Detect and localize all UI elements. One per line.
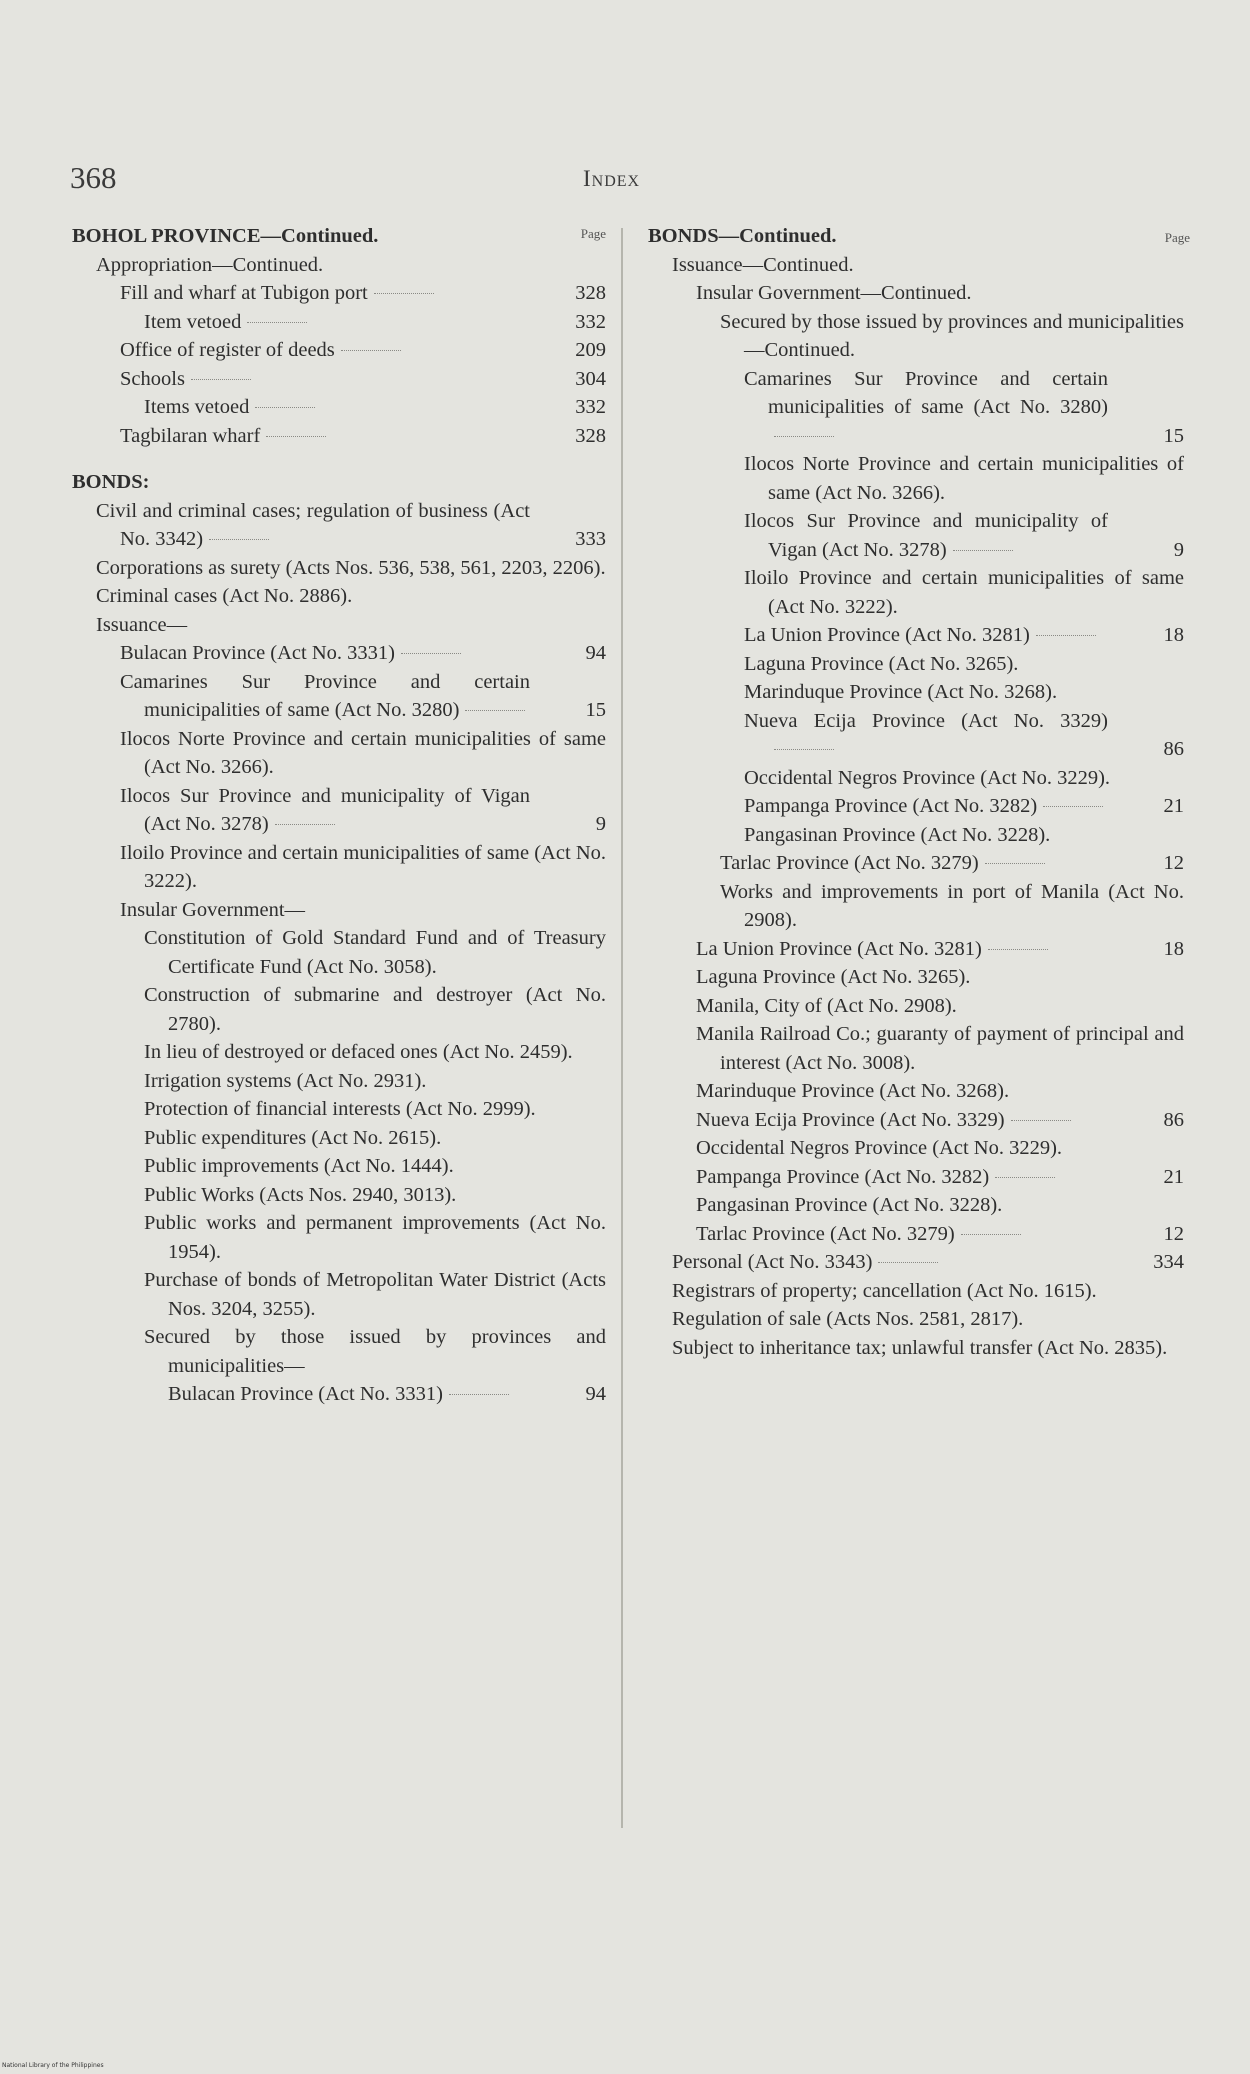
index-entry	[648, 564, 1184, 621]
entry-text: Purchase of bonds of Metropolitan Water District (Acts Nos. 3204, 3255).	[144, 1269, 606, 1320]
entry-text: Schools	[120, 367, 185, 390]
entry-text: Constitution of Gold Standard Fund and of Treasury Certificate Fund (Act No. 3058).	[144, 927, 606, 978]
index-entry	[648, 1277, 1184, 1306]
entry-text: Bulacan Province (Act No. 3331)	[168, 1383, 443, 1405]
index-entry	[72, 981, 606, 1038]
page-reference: 94	[585, 1383, 606, 1405]
entry-text: Occidental Negros Province (Act No. 3229).	[696, 1137, 1063, 1159]
dot-leader	[374, 292, 434, 294]
index-entry	[648, 450, 1184, 507]
page-reference: 21	[1163, 795, 1184, 817]
index-entry	[648, 1334, 1184, 1363]
page-reference: 18	[1163, 624, 1184, 646]
index-entry	[72, 365, 606, 394]
right-entries	[648, 222, 1184, 1362]
entry-text: Pampanga Province (Act No. 3282)	[744, 795, 1038, 817]
entry-text: Secured by those issued by provinces and municipalities—	[144, 1326, 606, 1377]
dot-leader	[275, 823, 335, 825]
entry-text: Public Works (Acts Nos. 2940, 3013).	[144, 1183, 457, 1206]
entry-text: Protection of financial interests (Act No. 2999).	[144, 1098, 536, 1120]
index-entry	[72, 1152, 606, 1181]
index-entry	[648, 279, 1184, 308]
index-entry	[72, 896, 606, 925]
dot-leader	[988, 948, 1048, 950]
entry-text: Laguna Province (Act No. 3265).	[744, 652, 1019, 675]
entry-text: Tagbilaran wharf	[120, 424, 261, 447]
index-entry	[648, 792, 1184, 821]
page-reference: 209	[575, 339, 606, 361]
index-entry	[72, 1124, 606, 1153]
page-reference: 12	[1163, 852, 1184, 874]
index-entry	[648, 1163, 1184, 1192]
index-entry	[648, 251, 1184, 280]
index-entry	[72, 582, 606, 611]
footer-note: National Library of the Philippines	[2, 2062, 104, 2069]
index-entry	[648, 764, 1184, 793]
index-entry	[72, 839, 606, 896]
entry-text: Iloilo Province and certain municipalities of same (Act No. 3222).	[744, 567, 1184, 618]
index-entry	[72, 554, 606, 583]
left-index-column	[72, 222, 606, 1409]
entry-text: Public works and permanent improvements (Act No. 1954).	[144, 1212, 606, 1263]
entry-text: Nueva Ecija Province (Act No. 3329)	[744, 709, 1108, 732]
dot-leader	[1043, 805, 1103, 807]
page-column-header: Page	[580, 226, 606, 241]
entry-text: Camarines Sur Province and certain municipalities of same (Act No. 3280)	[744, 367, 1108, 418]
entry-text: Public improvements (Act No. 1444).	[144, 1155, 454, 1177]
entry-text: Pampanga Province (Act No. 3282)	[696, 1165, 990, 1188]
dot-leader	[401, 652, 461, 654]
dot-leader	[1011, 1119, 1071, 1121]
index-entry	[648, 1020, 1184, 1077]
index-entry	[72, 725, 606, 782]
dot-leader	[878, 1261, 938, 1263]
page-reference: 328	[575, 424, 606, 447]
dot-leader	[209, 538, 269, 540]
entry-text: Bulacan Province (Act No. 3331)	[120, 642, 395, 664]
index-entry	[648, 1305, 1184, 1334]
entry-text: Registrars of property; cancellation (Act No. 1615).	[672, 1279, 1097, 1302]
entry-text: Iloilo Province and certain municipalities of same (Act No. 3222).	[120, 841, 606, 892]
page-reference: 94	[585, 642, 606, 664]
entry-text: Works and improvements in port of Manila (Act No. 2908).	[720, 880, 1184, 931]
index-entry	[648, 963, 1184, 992]
dot-leader	[341, 349, 401, 351]
index-entry	[72, 782, 606, 839]
entry-text: Civil and criminal cases; regulation of business (Act No. 3342)	[96, 499, 530, 550]
dot-leader	[465, 709, 525, 711]
entry-text: Personal (Act No. 3343)	[672, 1251, 873, 1273]
dot-leader	[255, 406, 315, 408]
index-entry	[648, 992, 1184, 1021]
entry-text: Issuance—Continued.	[672, 253, 854, 276]
entry-text: Insular Government—Continued.	[696, 282, 972, 304]
page-reference: 9	[1173, 538, 1184, 561]
index-entry	[72, 1095, 606, 1124]
index-entry	[72, 1380, 606, 1409]
page-reference: 15	[585, 699, 606, 721]
entry-text: Subject to inheritance tax; unlawful transfer (Act No. 2835).	[672, 1336, 1168, 1359]
dot-leader	[266, 435, 326, 437]
entry-text: Pangasinan Province (Act No. 3228).	[744, 823, 1051, 846]
left-entries	[72, 222, 606, 1409]
index-entry	[648, 707, 1184, 764]
entry-text: Items vetoed	[144, 396, 250, 418]
index-entry	[72, 639, 606, 668]
entry-text: Pangasinan Province (Act No. 3228).	[696, 1194, 1003, 1216]
dot-leader	[774, 435, 834, 437]
page-reference: 328	[575, 282, 606, 304]
index-entry	[72, 1323, 606, 1380]
page-reference: 304	[575, 367, 606, 390]
entry-text: Tarlac Province (Act No. 3279)	[696, 1222, 955, 1245]
entry-text: BONDS:	[72, 471, 150, 493]
index-entry	[72, 1266, 606, 1323]
index-entry	[648, 1248, 1184, 1277]
entry-text: Item vetoed	[144, 310, 242, 333]
entry-text: La Union Province (Act No. 3281)	[744, 624, 1030, 646]
dot-leader	[774, 748, 834, 750]
index-entry	[72, 422, 606, 451]
entry-text: Issuance—	[96, 613, 188, 636]
entry-text: Ilocos Norte Province and certain municipalities of same (Act No. 3266).	[120, 727, 606, 778]
dot-leader	[1036, 634, 1096, 636]
entry-text: Criminal cases (Act No. 2886).	[96, 585, 353, 607]
dot-leader	[953, 549, 1013, 551]
page-reference: 12	[1163, 1222, 1184, 1245]
entry-text: Marinduque Province (Act No. 3268).	[744, 681, 1058, 703]
entry-text: Nueva Ecija Province (Act No. 3329)	[696, 1108, 1005, 1131]
page-title: Index	[583, 166, 641, 191]
index-entry	[648, 878, 1184, 935]
index-entry	[72, 251, 606, 280]
page-reference: 332	[575, 310, 606, 333]
entry-text: Fill and wharf at Tubigon port	[120, 282, 368, 304]
entry-text: Public expenditures (Act No. 2615).	[144, 1126, 442, 1149]
entry-text: BONDS—Continued.	[648, 225, 837, 247]
entry-text: Irrigation systems (Act No. 2931).	[144, 1069, 427, 1092]
entry-text: Construction of submarine and destroyer (Act No. 2780).	[144, 984, 606, 1035]
index-entry	[72, 1181, 606, 1210]
page-column-header: Page	[1164, 230, 1190, 245]
index-heading	[648, 222, 1184, 251]
entry-text: Regulation of sale (Acts Nos. 2581, 2817).	[672, 1308, 1024, 1330]
entry-text: BOHOL PROVINCE—Continued.	[72, 225, 379, 247]
column-divider	[621, 228, 623, 1828]
index-heading	[72, 222, 606, 251]
index-entry	[72, 497, 606, 554]
index-entry	[648, 849, 1184, 878]
dot-leader	[985, 862, 1045, 864]
index-entry	[648, 308, 1184, 365]
entry-text: Secured by those issued by provinces and municipalities—Continued.	[720, 310, 1184, 361]
entry-text: Tarlac Province (Act No. 3279)	[720, 852, 979, 874]
entry-text: La Union Province (Act No. 3281)	[696, 937, 982, 960]
page-reference: 334	[1153, 1251, 1184, 1273]
page-reference: 15	[1163, 424, 1184, 447]
index-entry	[648, 678, 1184, 707]
entry-text: Occidental Negros Province (Act No. 3229).	[744, 766, 1111, 789]
dot-leader	[191, 378, 251, 380]
entry-text: Manila, City of (Act No. 2908).	[696, 994, 957, 1017]
entry-text: Appropriation—Continued.	[96, 253, 324, 276]
index-entry	[72, 336, 606, 365]
entry-text: Office of register of deeds	[120, 339, 335, 361]
dot-leader	[247, 321, 307, 323]
index-entry	[72, 668, 606, 725]
page-number: 368	[70, 160, 117, 195]
index-entry	[648, 650, 1184, 679]
entry-text: In lieu of destroyed or defaced ones (Act No. 2459).	[144, 1041, 573, 1063]
page-reference: 333	[575, 528, 606, 550]
dot-leader	[449, 1393, 509, 1395]
page-reference: 21	[1163, 1165, 1184, 1188]
entry-text: Insular Government—	[120, 898, 306, 921]
entry-text: Manila Railroad Co.; guaranty of payment of principal and interest (Act No. 3008).	[696, 1023, 1184, 1074]
index-entry	[648, 1191, 1184, 1220]
index-entry	[72, 1038, 606, 1067]
page-reference: 86	[1163, 1108, 1184, 1131]
entry-text: Ilocos Sur Province and municipality of Vigan (Act No. 3278)	[120, 784, 530, 835]
index-entry	[72, 924, 606, 981]
index-entry	[72, 393, 606, 422]
dot-leader	[961, 1233, 1021, 1235]
index-entry	[72, 1209, 606, 1266]
index-entry	[648, 821, 1184, 850]
entry-text: Camarines Sur Province and certain municipalities of same (Act No. 3280)	[120, 670, 530, 721]
index-entry	[72, 1067, 606, 1096]
index-entry	[648, 1134, 1184, 1163]
index-entry	[648, 935, 1184, 964]
index-entry	[648, 1220, 1184, 1249]
index-entry	[648, 1106, 1184, 1135]
index-entry	[648, 365, 1184, 451]
page-reference: 18	[1163, 937, 1184, 960]
dot-leader	[995, 1176, 1055, 1178]
entry-text: Ilocos Sur Province and municipality of Vigan (Act No. 3278)	[744, 510, 1108, 561]
page-reference: 332	[575, 396, 606, 418]
right-index-column	[648, 222, 1190, 1362]
entry-text: Corporations as surety (Acts Nos. 536, 538, 561, 2203, 2206).	[96, 556, 606, 579]
page-reference: 9	[595, 813, 606, 835]
index-entry	[72, 308, 606, 337]
entry-text: Ilocos Norte Province and certain municipalities of same (Act No. 3266).	[744, 453, 1184, 504]
entry-text: Marinduque Province (Act No. 3268).	[696, 1080, 1010, 1102]
index-entry	[648, 621, 1184, 650]
index-heading	[72, 468, 606, 497]
index-entry	[72, 279, 606, 308]
entry-text: Laguna Province (Act No. 3265).	[696, 966, 971, 988]
index-entry	[72, 611, 606, 640]
index-entry	[648, 1077, 1184, 1106]
index-entry	[648, 507, 1184, 564]
page-reference: 86	[1163, 738, 1184, 760]
